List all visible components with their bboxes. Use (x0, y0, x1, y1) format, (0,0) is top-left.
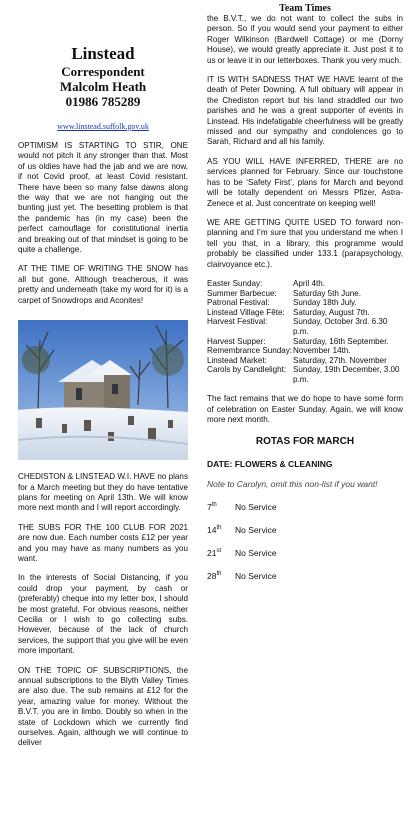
event-name: Easter Sunday: (207, 278, 263, 288)
rota-date (207, 548, 235, 558)
event-date: Sunday 18th July. (293, 298, 357, 308)
event-date: Saturday 5th June. (293, 288, 361, 298)
rota-text: No Service (235, 570, 277, 581)
rota-row (207, 571, 403, 581)
rota-day: 7 (207, 501, 212, 512)
rota-date (207, 525, 235, 535)
rota-day: 14 (207, 524, 217, 535)
article-wi: CHEDISTON & LINSTEAD W.I. HAVE no plans for a March meeting but they do have tentative plans for meeting on April 13th. We will know more next month and I will report accordingly. (18, 472, 188, 513)
event-row (207, 298, 403, 308)
event-date: Sunday, October 3rd. 6.30 p.m. (293, 317, 388, 336)
rota-row (207, 525, 403, 535)
event-date: Saturday, August 7th. (293, 307, 370, 317)
event-row (207, 317, 403, 336)
correspondent-name: Malcolm Heath (59, 79, 147, 94)
rota-day-suffix: th (211, 501, 217, 508)
event-date: Saturday, 27th. November (293, 355, 387, 365)
website-link[interactable]: www.linstead.suffolk.gov.uk (57, 122, 149, 131)
left-column (18, 0, 188, 758)
correspondent-role: Correspondent (61, 64, 145, 79)
article-non-planning: WE ARE GETTING QUITE USED TO forward non-planning and I’m sure that you understand me when I tell you that, in a library, this programme would probably be classified under 133.1 (parapsychology, clairvoyance etc.). (207, 217, 403, 269)
rota-text: No Service (235, 547, 277, 558)
masthead (18, 44, 188, 109)
event-row (207, 356, 403, 366)
event-date: April 4th. (293, 278, 325, 288)
event-name: Linstead Village Fête: (207, 307, 285, 317)
rota-day: 21 (207, 547, 217, 558)
rota-day: 28 (207, 570, 217, 581)
church-snow-image (18, 320, 188, 460)
article-subs-continued: the B.V.T., we do not want to collect the subs in person. So if you would send your payment to either Roger Wilkinson (Bardwell Cottage) or me (Dorny House), we would greatly appreciate it. Just post it to us or leave it in our letterboxes. Thank you very much. (207, 14, 403, 65)
article-obituary: IT IS WITH SADNESS THAT WE HAVE learnt of the death of Peter Downing. A full obituary will appear in the Chediston report but his land straddled our two parishes and he was a great supporter of events in Linstead. His indefatigable cheerfulness will be greatly missed and our sympathy and condolences go to Sarah, Richard and all his family. (207, 75, 403, 147)
rota-text: No Service (235, 501, 277, 512)
article-snow: AT THE TIME OF WRITING THE SNOW has all but gone. Although treacherous, it was pretty and underneath (take my word for it) is a carpet of Snowdrops and Aconites! (18, 264, 188, 305)
event-name: Harvest Supper: (207, 336, 266, 346)
event-row (207, 365, 403, 384)
village-title: Linstead (71, 44, 135, 63)
correspondent-phone: 01986 785289 (65, 94, 141, 109)
rotas-column-heading: DATE: FLOWERS & CLEANING (207, 458, 333, 469)
event-date: Sunday, 19th December, 3.00 p.m. (293, 365, 400, 384)
rota-text: No Service (235, 524, 277, 535)
rota-date (207, 571, 235, 581)
right-column (207, 0, 403, 594)
event-name: Summer Barbecue: (207, 288, 277, 298)
event-date: November 14th. (293, 346, 351, 356)
editor-note: Note to Carolyn, omit this non-list if you want! (207, 478, 378, 489)
rota-row (207, 548, 403, 558)
rota-date (207, 502, 235, 512)
event-name: Carols by Candlelight: (207, 365, 287, 375)
page-header: Team Times (279, 3, 331, 14)
rota-day-suffix: st (216, 547, 222, 554)
event-date: Saturday, 16th September. (293, 336, 389, 346)
event-row (207, 337, 403, 347)
rota-day-suffix: th (216, 524, 222, 531)
article-100-club: THE SUBS FOR THE 100 CLUB FOR 2021 are now due. Each number costs £12 per year and you may have as many numbers as you want. (18, 522, 188, 563)
article-social-distancing: In the interests of Social Distancing, if you could drop your payment, by cash or (preferably) cheque into my letter box, I should be most grateful. For obvious reasons, neither Cecilia or I wish to go collecting subs. However, because of the lack of church services, the support that you give will be even more important. (18, 573, 188, 656)
rota-row (207, 502, 403, 512)
event-row (207, 279, 403, 289)
article-optimism: OPTIMISM IS STARTING TO STIR, ONE would not pitch it any stronger than that. Most of us oldies have had the jab and we are now, if not Covid proof, at least Covid resistant. There have been so many false dawns along the way that we are not hanging out the bunting just yet. The besetting problem is that the pandemic has (in my case) been the perfect camouflage for constitutional inertia and breaking out of that mindset is going to be quite a challenge. (18, 141, 188, 255)
event-row (207, 289, 403, 299)
article-subscriptions: ON THE TOPIC OF SUBSCRIPTIONS, the annual subscriptions to the Blyth Valley Times are also due. The sub remains at £12 for the year, amazing value for money. Without the B.V.T. you are in limbo. Doubly so when in the state of Lockdown which we currently find ourselves. Again, although we will continue to deliver (18, 665, 188, 748)
church-snow-photo (18, 320, 188, 460)
events-table (207, 279, 403, 385)
event-name: Linstead Market: (207, 355, 267, 365)
article-easter: The fact remains that we do hope to have some form of celebration on Easter Sunday. Again, we will know more next month. (207, 394, 403, 425)
event-row (207, 346, 403, 356)
event-row (207, 308, 403, 318)
event-name: Remembrance Sunday: (207, 346, 293, 356)
article-no-services: AS YOU WILL HAVE INFERRED, THERE are no services planned for February. Since our touchstone has to be ‘Safety First’, plans for March and beyond will be totally dependent on Messrs Pfizer, Astra-Zenece et al. Just concentrate on keeping well! (207, 156, 403, 208)
event-name: Patronal Festival: (207, 298, 270, 308)
event-name: Harvest Festival: (207, 317, 268, 327)
rotas-heading: ROTAS FOR MARCH (255, 435, 355, 447)
rota-day-suffix: th (216, 570, 222, 577)
